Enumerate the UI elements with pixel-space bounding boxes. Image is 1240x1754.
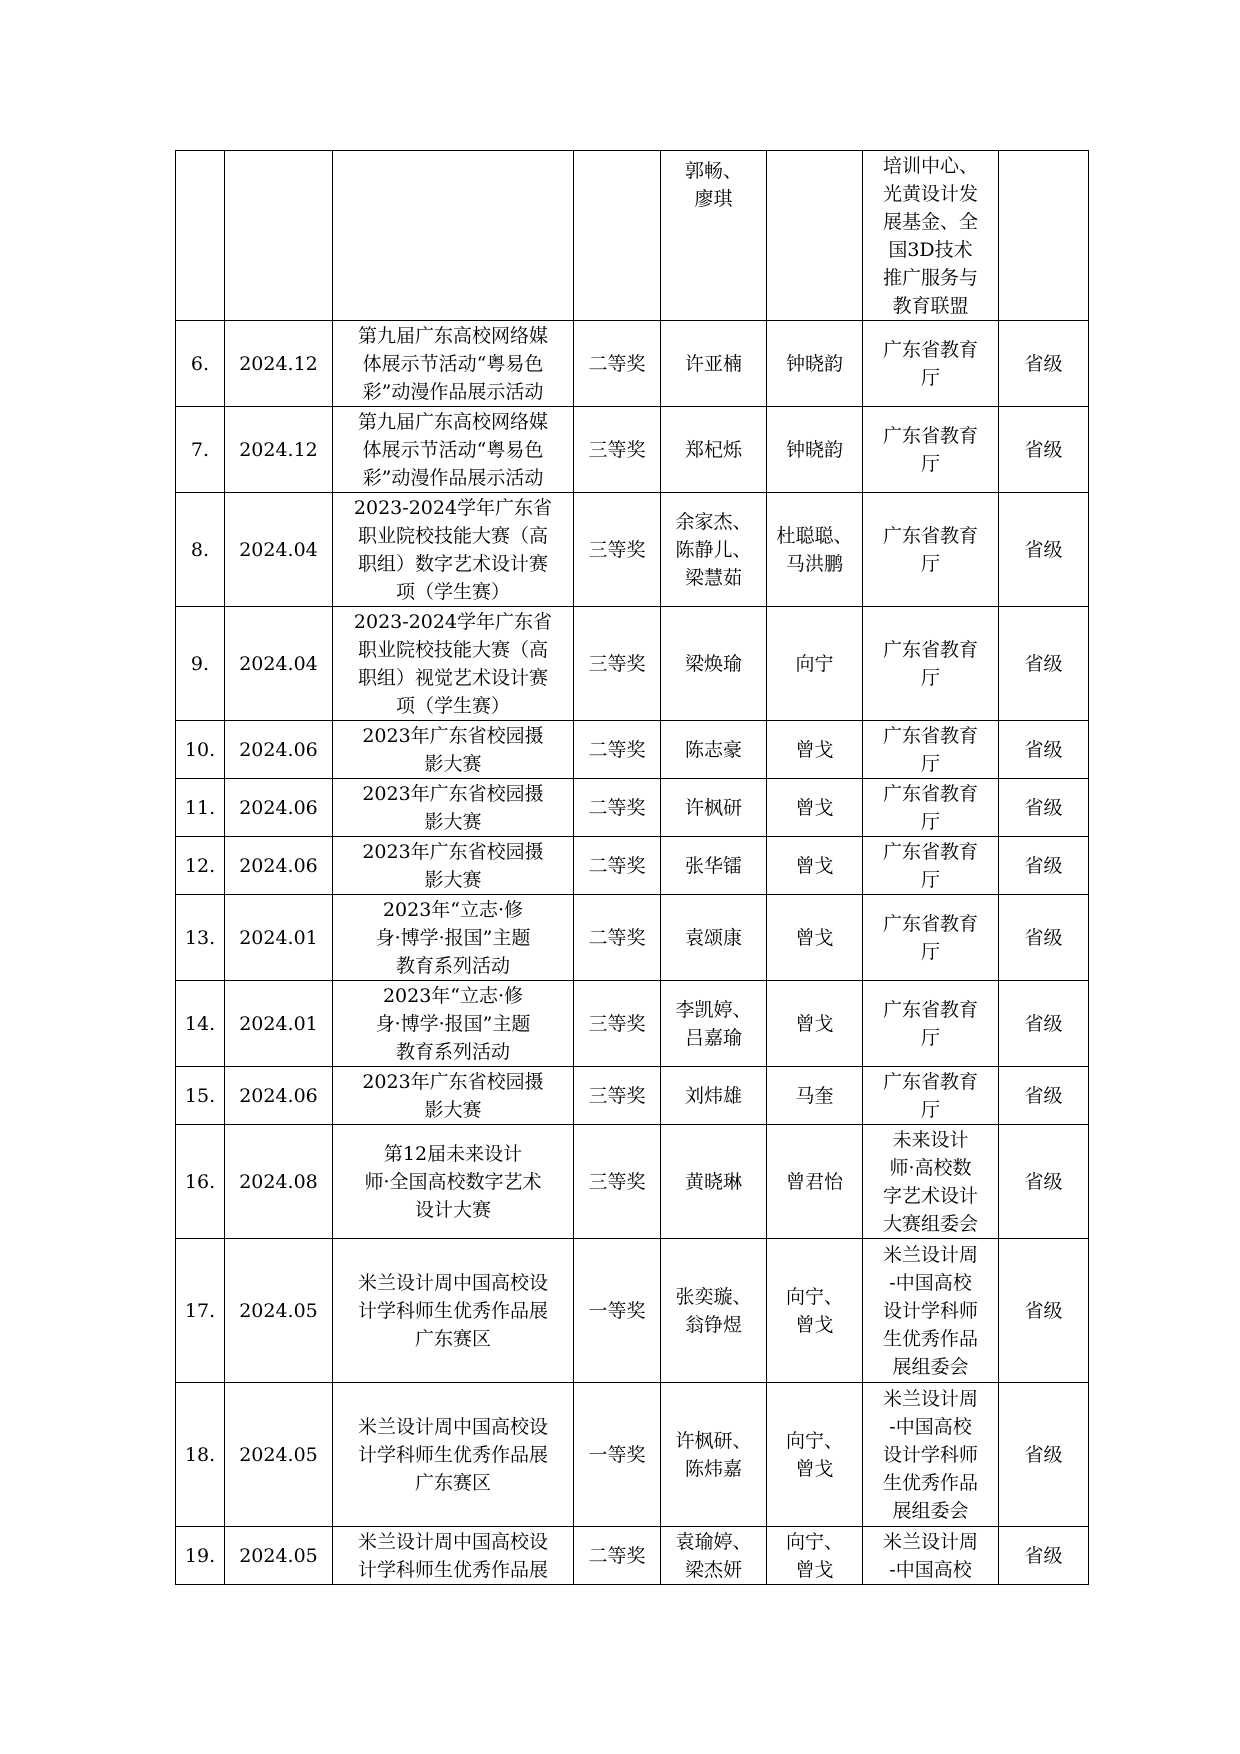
cell-name: 第九届广东高校网络媒 体展示节活动“粤易色 彩”动漫作品展示活动 (333, 321, 574, 407)
cell-students: 张奕璇、 翁铮煜 (661, 1239, 767, 1383)
cell-level: 省级 (999, 895, 1089, 981)
table-row (176, 1125, 1089, 1239)
table-row (176, 837, 1089, 895)
cell-no: 6. (176, 321, 225, 407)
cell-teachers: 杜聪聪、 马洪鹏 (767, 493, 863, 607)
cell-no (176, 151, 225, 321)
cell-no: 10. (176, 721, 225, 779)
cell-name (333, 151, 574, 321)
cell-name: 2023-2024学年广东省 职业院校技能大赛（高 职组）视觉艺术设计赛 项（学生赛） (333, 607, 574, 721)
cell-students: 许枫研、 陈炜嘉 (661, 1383, 767, 1527)
cell-no: 18. (176, 1383, 225, 1527)
cell-org: 未来设计 师·高校数 字艺术设计 大赛组委会 (863, 1125, 999, 1239)
cell-date: 2024.06 (225, 779, 333, 837)
cell-date (225, 151, 333, 321)
cell-org: 广东省教育 厅 (863, 407, 999, 493)
cell-no: 15. (176, 1067, 225, 1125)
cell-students: 袁颂康 (661, 895, 767, 981)
cell-no: 13. (176, 895, 225, 981)
cell-org: 广东省教育 厅 (863, 837, 999, 895)
cell-org: 广东省教育 厅 (863, 721, 999, 779)
cell-students: 梁焕瑜 (661, 607, 767, 721)
cell-level: 省级 (999, 1239, 1089, 1383)
cell-students: 郑杞烁 (661, 407, 767, 493)
cell-org: 米兰设计周 -中国高校 设计学科师 生优秀作品 展组委会 (863, 1383, 999, 1527)
cell-no: 17. (176, 1239, 225, 1383)
cell-award: 三等奖 (574, 1125, 661, 1239)
cell-award: 二等奖 (574, 1527, 661, 1585)
cell-date: 2024.06 (225, 721, 333, 779)
cell-level: 省级 (999, 779, 1089, 837)
cell-award: 二等奖 (574, 895, 661, 981)
cell-no: 7. (176, 407, 225, 493)
cell-award: 三等奖 (574, 1067, 661, 1125)
cell-name: 米兰设计周中国高校设 计学科师生优秀作品展 (333, 1527, 574, 1585)
table-row (176, 1067, 1089, 1125)
cell-award: 二等奖 (574, 721, 661, 779)
cell-students: 袁瑜婷、 梁杰妍 (661, 1527, 767, 1585)
cell-name: 米兰设计周中国高校设 计学科师生优秀作品展 广东赛区 (333, 1383, 574, 1527)
cell-teachers: 向宁、 曾戈 (767, 1239, 863, 1383)
cell-level: 省级 (999, 721, 1089, 779)
cell-no: 11. (176, 779, 225, 837)
cell-award: 一等奖 (574, 1239, 661, 1383)
cell-students: 陈志豪 (661, 721, 767, 779)
cell-org: 米兰设计周 -中国高校 (863, 1527, 999, 1585)
cell-teachers: 曾戈 (767, 981, 863, 1067)
cell-award: 一等奖 (574, 1383, 661, 1527)
awards-table (175, 150, 1089, 1585)
table-row (176, 1527, 1089, 1585)
cell-name: 2023年广东省校园摄 影大赛 (333, 1067, 574, 1125)
table-row (176, 321, 1089, 407)
cell-date: 2024.01 (225, 981, 333, 1067)
cell-level (999, 151, 1089, 321)
cell-award: 三等奖 (574, 407, 661, 493)
cell-level: 省级 (999, 837, 1089, 895)
cell-students: 张华镭 (661, 837, 767, 895)
cell-award: 三等奖 (574, 493, 661, 607)
cell-teachers: 向宁、 曾戈 (767, 1527, 863, 1585)
cell-org: 广东省教育 厅 (863, 779, 999, 837)
cell-name: 2023年广东省校园摄 影大赛 (333, 837, 574, 895)
cell-award: 二等奖 (574, 837, 661, 895)
cell-date: 2024.04 (225, 493, 333, 607)
cell-award: 三等奖 (574, 981, 661, 1067)
cell-date: 2024.08 (225, 1125, 333, 1239)
cell-org: 广东省教育 厅 (863, 607, 999, 721)
cell-level: 省级 (999, 981, 1089, 1067)
cell-no: 9. (176, 607, 225, 721)
table-row (176, 407, 1089, 493)
cell-teachers: 钟晓韵 (767, 407, 863, 493)
cell-teachers: 曾戈 (767, 895, 863, 981)
cell-students: 许枫研 (661, 779, 767, 837)
table-row (176, 895, 1089, 981)
cell-teachers: 曾戈 (767, 837, 863, 895)
table-row (176, 493, 1089, 607)
cell-level: 省级 (999, 1067, 1089, 1125)
cell-award (574, 151, 661, 321)
cell-level: 省级 (999, 321, 1089, 407)
cell-level: 省级 (999, 1527, 1089, 1585)
cell-name: 2023年“立志·修 身·博学·报国”主题 教育系列活动 (333, 895, 574, 981)
cell-award: 二等奖 (574, 321, 661, 407)
cell-award: 二等奖 (574, 779, 661, 837)
table-row (176, 151, 1089, 321)
cell-no: 8. (176, 493, 225, 607)
table-row (176, 721, 1089, 779)
cell-level: 省级 (999, 407, 1089, 493)
cell-teachers (767, 151, 863, 321)
cell-level: 省级 (999, 1125, 1089, 1239)
cell-no: 14. (176, 981, 225, 1067)
table-row (176, 1383, 1089, 1527)
cell-date: 2024.05 (225, 1527, 333, 1585)
cell-date: 2024.01 (225, 895, 333, 981)
cell-date: 2024.05 (225, 1239, 333, 1383)
cell-date: 2024.06 (225, 837, 333, 895)
cell-teachers: 向宁、 曾戈 (767, 1383, 863, 1527)
cell-name: 2023-2024学年广东省 职业院校技能大赛（高 职组）数字艺术设计赛 项（学生赛） (333, 493, 574, 607)
cell-name: 第九届广东高校网络媒 体展示节活动“粤易色 彩”动漫作品展示活动 (333, 407, 574, 493)
cell-students: 李凯婷、 吕嘉瑜 (661, 981, 767, 1067)
cell-name: 2023年广东省校园摄 影大赛 (333, 779, 574, 837)
cell-students: 黄晓琳 (661, 1125, 767, 1239)
table-row (176, 981, 1089, 1067)
table-row (176, 1239, 1089, 1383)
cell-org: 米兰设计周 -中国高校 设计学科师 生优秀作品 展组委会 (863, 1239, 999, 1383)
cell-level: 省级 (999, 1383, 1089, 1527)
cell-date: 2024.04 (225, 607, 333, 721)
cell-students: 刘炜雄 (661, 1067, 767, 1125)
awards-table-body (176, 151, 1089, 1585)
cell-no: 12. (176, 837, 225, 895)
cell-teachers: 马奎 (767, 1067, 863, 1125)
cell-no: 19. (176, 1527, 225, 1585)
cell-org: 广东省教育 厅 (863, 493, 999, 607)
cell-org: 培训中心、 光黄设计发 展基金、全 国3D技术 推广服务与 教育联盟 (863, 151, 999, 321)
cell-date: 2024.12 (225, 321, 333, 407)
cell-teachers: 向宁 (767, 607, 863, 721)
cell-name: 2023年“立志·修 身·博学·报国”主题 教育系列活动 (333, 981, 574, 1067)
cell-date: 2024.06 (225, 1067, 333, 1125)
cell-date: 2024.12 (225, 407, 333, 493)
table-row (176, 779, 1089, 837)
cell-level: 省级 (999, 493, 1089, 607)
cell-date: 2024.05 (225, 1383, 333, 1527)
cell-level: 省级 (999, 607, 1089, 721)
cell-students: 余家杰、 陈静儿、 梁慧茹 (661, 493, 767, 607)
cell-teachers: 钟晓韵 (767, 321, 863, 407)
cell-teachers: 曾戈 (767, 721, 863, 779)
cell-no: 16. (176, 1125, 225, 1239)
cell-name: 米兰设计周中国高校设 计学科师生优秀作品展 广东赛区 (333, 1239, 574, 1383)
cell-students: 许亚楠 (661, 321, 767, 407)
cell-org: 广东省教育 厅 (863, 321, 999, 407)
cell-award: 三等奖 (574, 607, 661, 721)
cell-name: 2023年广东省校园摄 影大赛 (333, 721, 574, 779)
cell-teachers: 曾戈 (767, 779, 863, 837)
cell-teachers: 曾君怡 (767, 1125, 863, 1239)
cell-org: 广东省教育 厅 (863, 1067, 999, 1125)
cell-org: 广东省教育 厅 (863, 895, 999, 981)
table-row (176, 607, 1089, 721)
cell-org: 广东省教育 厅 (863, 981, 999, 1067)
cell-name: 第12届未来设计 师·全国高校数字艺术 设计大赛 (333, 1125, 574, 1239)
cell-students: 郭畅、 廖琪 (661, 151, 767, 321)
